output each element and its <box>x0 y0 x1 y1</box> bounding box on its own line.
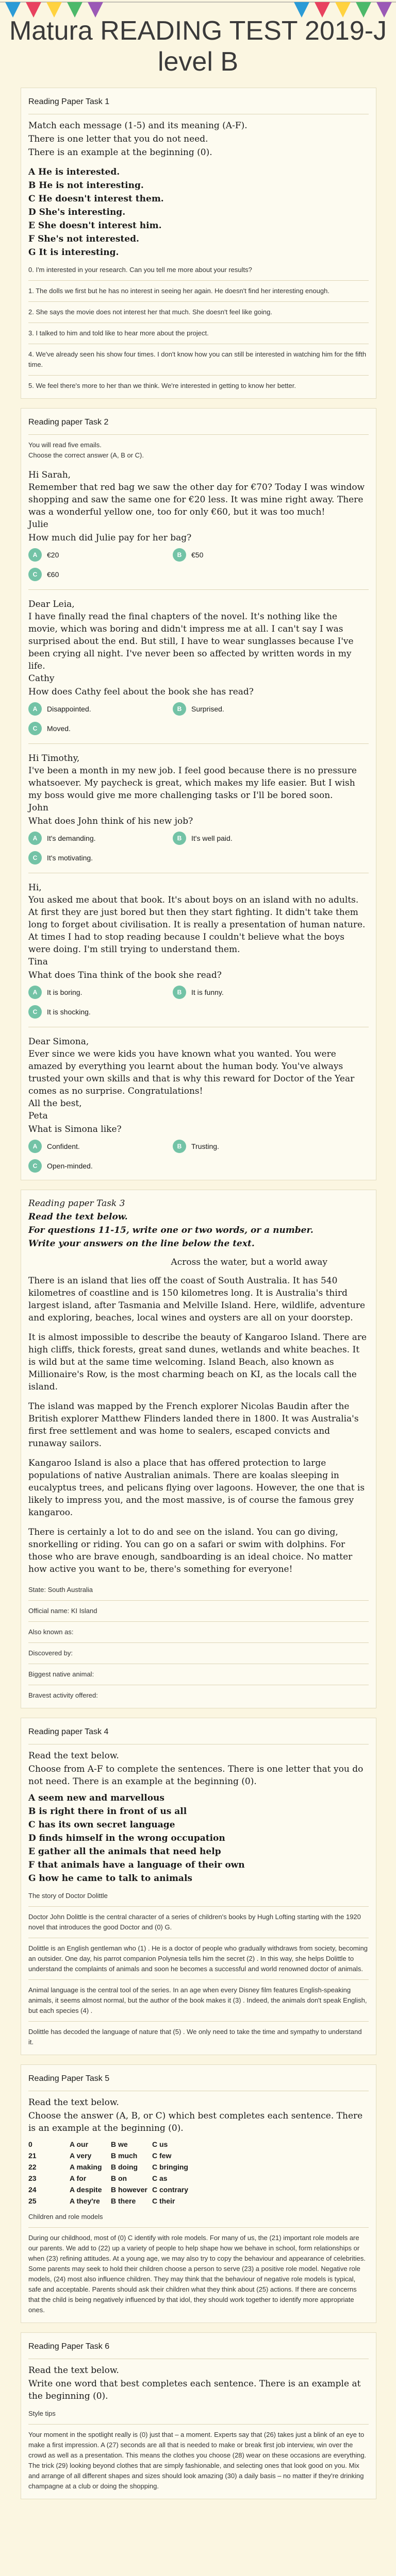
instruction: Write your answers on the line below the text. <box>28 1239 255 1249</box>
answer-letter: B <box>173 832 186 845</box>
instruction: There is one letter that you do not need. <box>28 134 208 144</box>
form-line: Biggest native animal: <box>28 1670 94 1678</box>
form-line: State: South Australia <box>28 1586 93 1594</box>
answer-option[interactable] <box>28 832 142 845</box>
answer-label: €50 <box>191 551 204 559</box>
table-row: 21 A very B much C few <box>28 2151 172 2160</box>
text-title: Across the water, but a world away <box>171 1257 327 1267</box>
option: G It is interesting. <box>28 247 119 258</box>
email-question: What is Simona like? <box>28 1124 122 1134</box>
instruction: Choose the correct answer (A, B or C). <box>28 451 144 459</box>
answer-label: Trusting. <box>191 1142 219 1150</box>
passage: Your moment in the spotlight really is (0) just that – a moment. Experts say that (26) takes just a blink of an eye to make a first impression. A (27) seconds are all that is needed to make or break first job interview, win over the crowd as well as a presentation. This means the clothes you choose (28) wear on these occasions are everything. The trick (29) looking beyond clothes that are simply fashionable, and selecting ones that look good on you. Mix and arrange of all different shapes and sizes should look amazing (30) a daily basis – no matter if they're drinking champagne at a club or doing the shopping. <box>28 2431 367 2490</box>
paragraph: There is certainly a lot to do and see on the island. You can go diving, snorkelling or riding. You can go on a safari or swim with dolphins. For those who are brave enough, sandboarding is an ideal choice. No matter how active you want to be, there's something for everyone! <box>28 1527 353 1574</box>
answer-option[interactable] <box>173 832 286 845</box>
answer-label: It is shocking. <box>47 1008 91 1016</box>
answer-option[interactable] <box>28 1005 142 1019</box>
table-row: 22 A making B doing C bringing <box>28 2163 188 2171</box>
option: F that animals have a language of their own <box>28 1860 245 1870</box>
option: B He is not interesting. <box>28 180 144 191</box>
answer-label: Confident. <box>47 1142 80 1150</box>
instruction: Choose the answer (A, B, or C) which best completes each sentence. There is an example at the beginning (0). <box>28 2111 363 2133</box>
task-heading: Reading Paper Task 5 <box>28 2074 110 2083</box>
story-paragraph: Dolittle has decoded the language of nature that (5) . We only need to take the time and sympathy to understand it. <box>28 2028 362 2046</box>
page-title: Matura READING TEST 2019-J level B <box>9 16 387 77</box>
option: G how he came to talk to animals <box>28 1873 192 1884</box>
option: C has its own secret language <box>28 1820 175 1830</box>
option: D She's interesting. <box>28 207 126 217</box>
option: B is right there in front of us all <box>28 1806 187 1817</box>
subheading: Read the text below. <box>28 1212 128 1222</box>
answer-letter: C <box>28 1159 42 1173</box>
item: 0. I'm interested in your research. Can you tell me more about your results? <box>28 266 252 274</box>
answer-option[interactable] <box>28 1159 142 1173</box>
table-row: 24 A despite B however C contrary <box>28 2185 189 2194</box>
task-2-panel <box>21 408 376 1180</box>
subheading: Read the text below. <box>28 2097 119 2108</box>
answer-option[interactable] <box>173 702 286 716</box>
subheading: Read the text below. <box>28 1751 119 1761</box>
form-line: Discovered by: <box>28 1649 73 1657</box>
email-block <box>28 598 369 744</box>
email-question: How much did Julie pay for her bag? <box>28 533 192 543</box>
instruction: Write one word that best completes each sentence. There is an example at the beginning (0). <box>28 2379 361 2401</box>
story-paragraph: Dolittle is an English gentleman who (1) . He is a doctor of people who gradually withdraws from society, becoming an outsider. One day, his parrot companion Polynesia tells him the secret (2) . In this way, she helps Dolittle to understand the complaints of animals and soon he becomes a successful and world renowned doctor of animals. <box>28 1944 368 1973</box>
paragraph: Kangaroo Island is also a place that has offered protection to large populations of native Australian animals. There are koalas sleeping in eucalyptus trees, and pelicans flying over lagoons. However, the one that is likely to impress you, and the most massive, is of course the famous grey kangaroo. <box>28 1458 365 1518</box>
task-3-panel <box>21 1190 376 1708</box>
email-text: Hi, You asked me about that book. It's about boys on an island with no adults. At first they are just bored but then they start fighting. It didn't take them long to forget about civilisation. It is really a presentation of human nature. At times I had to stop reading because I couldn't believe what the boys were doing. I'm still trying to understand them. Tina <box>28 883 366 967</box>
form-line: Official name: KI Island <box>28 1607 97 1615</box>
option: F She's not interested. <box>28 234 139 244</box>
answer-option[interactable] <box>28 568 142 581</box>
paragraph: It is almost impossible to describe the beauty of Kangaroo Island. There are high cliffs, thick forests, great sand dunes, wetlands and white beaches. It is wild but at the same time welcoming. Island Beach, also known as Millionaire's Row, is the most charming beach on KI, as the locals call the island. <box>28 1332 367 1392</box>
answer-label: €20 <box>47 551 59 559</box>
answer-label: It is boring. <box>47 988 82 996</box>
email-text: Dear Simona, Ever since we were kids you have known what you wanted. You were amazed by everything you learnt about the human body. You've always trusted your own skills and that is why this reward for Doctor of the Year comes as no surprise. Congratulations! All the best, Peta <box>28 1037 355 1121</box>
option: E She doesn't interest him. <box>28 221 162 231</box>
option: D finds himself in the wrong occupation <box>28 1833 225 1843</box>
answer-option[interactable] <box>28 722 142 735</box>
story-paragraph: Animal language is the central tool of the series. In an age when every Disney film features English-speaking animals, it seems almost normal, but the author of the book makes it (3) . Indeed, the animals don't speak English, but each species (4) . <box>28 1986 367 2014</box>
task-heading: Reading paper Task 2 <box>28 418 109 427</box>
instruction: There is an example at the beginning (0). <box>28 147 212 158</box>
item: 1. The dolls we first but he has no interest in seeing her again. He doesn't find her interesting enough. <box>28 287 329 295</box>
answer-letter: C <box>28 568 42 581</box>
form-line: Bravest activity offered: <box>28 1691 98 1699</box>
answer-label: Disappointed. <box>47 705 91 713</box>
answer-label: €60 <box>47 570 59 579</box>
option: A seem new and marvellous <box>28 1793 164 1803</box>
item: 2. She says the movie does not interest her that much. She doesn't feel like going. <box>28 308 272 316</box>
form-line: Also known as: <box>28 1628 74 1636</box>
answer-letter: B <box>173 1140 186 1153</box>
answer-option[interactable] <box>173 1140 286 1153</box>
story-paragraph: Doctor John Dolittle is the central character of a series of children's books by Hugh Lofting starting with the 1920 novel that introduces the good Doctor and (0) G. <box>28 1913 361 1931</box>
subheading: Read the text below. <box>28 2365 119 2376</box>
email-question: What does John think of his new job? <box>28 816 193 826</box>
option: C He doesn't interest them. <box>28 194 164 204</box>
answer-label: It is funny. <box>191 988 224 996</box>
task-heading: Reading Paper Task 6 <box>28 2342 110 2351</box>
passage: During our childhood, most of (0) C identify with role models. For many of us, the (21) important role models are our parents. We add to (22) up a variety of people to help shape how we behave in school, form relationships or when (23) refining attitudes. At a young age, we may also try to copy the behaviour and appearance of celebrities. Some parents may seek to hold their children choose a person to serve (23) a positive role model. Negative role models, (24) most also influence children. They may think that the behaviour of negative role models is typical, safe and acceptable. Parents should ask their children what they think about (25) actions. If there are concerns that the child is being negatively influenced by that idol, they should work together to identify more appropriate ones. <box>28 2234 366 2314</box>
answer-label: It's demanding. <box>47 834 96 842</box>
answer-label: It's motivating. <box>47 854 93 862</box>
task-5-panel <box>21 2064 376 2323</box>
answer-label: Moved. <box>47 724 71 733</box>
task-heading: Reading paper Task 3 <box>28 1198 125 1209</box>
answer-letter: C <box>28 1005 42 1019</box>
task-heading: Reading Paper Task 1 <box>28 97 110 106</box>
task-1-panel <box>21 88 376 399</box>
answer-letter: C <box>28 851 42 865</box>
email-question: How does Cathy feel about the book she has read? <box>28 687 254 697</box>
answer-option[interactable] <box>28 1140 142 1153</box>
paragraph: There is an island that lies off the coast of South Australia. It has 540 kilometres of coastline and is 150 kilometres long. It is Australia's third largest island, after Tasmania and Melville Island. Here, wildlife, adventure and exploring, beaches, local wines and oysters are all on your doorstep. <box>28 1276 366 1323</box>
story-title: The story of Doctor Dolittle <box>28 1892 108 1900</box>
task-heading: Reading paper Task 4 <box>28 1727 109 1736</box>
answer-letter: A <box>28 702 42 716</box>
answer-letter: B <box>173 702 186 716</box>
email-text: Dear Leia, I have finally read the final chapters of the novel. It's nothing like the movie, which was boring and didn't impress me at all. I can't say I was surprised about the end. But still, I have to wear sunglasses because I've been crying all night. I've never been so affected by written words in my life. Cathy <box>28 599 354 684</box>
item: 3. I talked to him and told like to hear more about the project. <box>28 329 209 337</box>
answer-letter: A <box>28 832 42 845</box>
answer-letter: B <box>173 548 186 562</box>
option: A He is interested. <box>28 167 120 177</box>
answer-option[interactable] <box>28 702 142 716</box>
answer-option[interactable] <box>28 548 142 562</box>
answer-label: Open-minded. <box>47 1162 93 1170</box>
answer-option[interactable] <box>28 851 142 865</box>
email-block <box>28 469 369 590</box>
option: E gather all the animals that need help <box>28 1846 221 1857</box>
instruction: You will read five emails. <box>28 441 102 449</box>
email-question: What does Tina think of the book she read? <box>28 970 222 980</box>
answer-option[interactable] <box>173 986 286 999</box>
answer-letter: B <box>173 986 186 999</box>
answer-letter: A <box>28 548 42 562</box>
item: 5. We feel there's more to her than we think. We're interested in getting to know her better. <box>28 382 296 389</box>
answer-option[interactable] <box>28 986 142 999</box>
task-4-panel <box>21 1718 376 2055</box>
answer-label: It's well paid. <box>191 834 233 842</box>
answer-letter: A <box>28 986 42 999</box>
answer-option[interactable] <box>173 548 286 562</box>
item: 4. We've already seen his show four times. I don't know how you can still be interested in watching him for the fifth time. <box>28 350 367 368</box>
answer-label: Surprised. <box>191 705 224 713</box>
email-block <box>28 752 369 873</box>
instruction: Choose from A-F to complete the sentences. There is one letter that you do not need. There is an example at the beginning (0). <box>28 1764 364 1787</box>
table-row: 0 A our B we C us <box>28 2140 168 2148</box>
answer-letter: A <box>28 1140 42 1153</box>
email-block <box>28 882 369 1027</box>
table-row: 25 A they're B there C their <box>28 2197 175 2205</box>
instruction: Match each message (1-5) and its meaning (A-F). <box>28 121 248 131</box>
email-text: Hi Timothy, I've been a month in my new job. I feel good because there is no pressure whatsoever. My paycheck is great, which makes my life easier. But I wish my boss would give me more challenging tasks or I'll be bored soon. John <box>28 753 357 813</box>
email-text: Hi Sarah, Remember that red bag we saw the other day for €70? Today I was window shopping and saw the same one for €20 less. It was mine right away. There was a wonderful yellow one, too for only €60, but it was too much! Julie <box>28 470 365 530</box>
paragraph: The island was mapped by the French explorer Nicolas Baudin after the British explorer Matthew Flinders landed there in 1800. It was Australia's first free settlement and was home to sealers, escaped convicts and runaway sailors. <box>28 1401 359 1449</box>
passage-title: Style tips <box>28 2410 56 2417</box>
task-6-panel <box>21 2332 376 2499</box>
answer-letter: C <box>28 722 42 735</box>
table-row: 23 A for B on C as <box>28 2174 168 2182</box>
email-block <box>28 1036 369 1173</box>
passage-title: Children and role models <box>28 2213 103 2221</box>
instruction: For questions 11-15, write one or two words, or a number. <box>28 1225 314 1235</box>
